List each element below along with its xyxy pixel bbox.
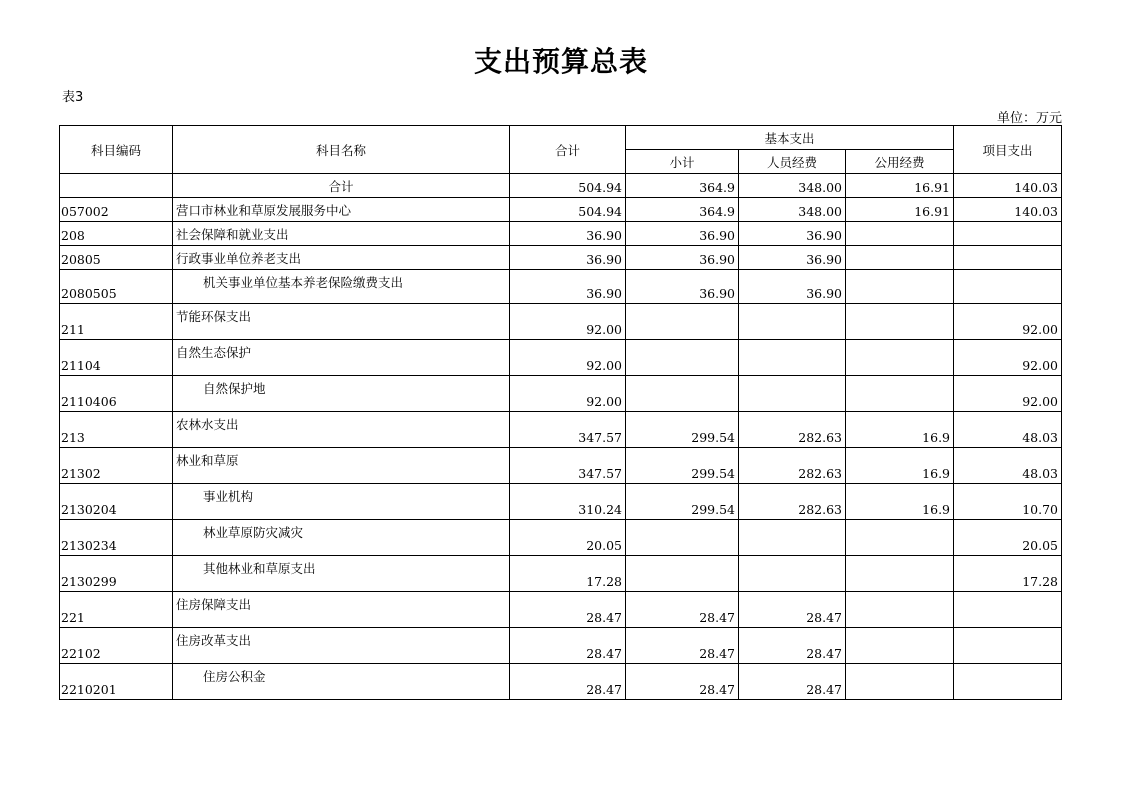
- public-cell: 16.91: [846, 174, 954, 198]
- project-cell: [954, 246, 1062, 270]
- subtotal-cell: [626, 304, 739, 340]
- name-cell: 住房保障支出: [173, 592, 510, 628]
- total-cell: 504.94: [510, 174, 626, 198]
- code-cell: 208: [60, 222, 173, 246]
- table-row: [60, 628, 1062, 664]
- header-name: 科目名称: [173, 126, 510, 174]
- project-cell: 92.00: [954, 376, 1062, 412]
- table-row: [60, 304, 1062, 340]
- project-cell: 92.00: [954, 304, 1062, 340]
- subtotal-cell: 364.9: [626, 174, 739, 198]
- total-cell: 17.28: [510, 556, 626, 592]
- personnel-cell: 28.47: [739, 628, 846, 664]
- public-cell: [846, 628, 954, 664]
- personnel-cell: [739, 304, 846, 340]
- total-cell: 36.90: [510, 222, 626, 246]
- table-row: [60, 520, 1062, 556]
- subtotal-cell: [626, 340, 739, 376]
- name-cell: 事业机构: [173, 484, 510, 520]
- header-personnel: 人员经费: [739, 150, 846, 174]
- table-number: 表3: [62, 90, 84, 105]
- subtotal-cell: 36.90: [626, 270, 739, 304]
- code-cell: 2110406: [60, 376, 173, 412]
- personnel-cell: 282.63: [739, 412, 846, 448]
- table-row: [60, 412, 1062, 448]
- total-cell: 28.47: [510, 664, 626, 700]
- subtotal-cell: 28.47: [626, 664, 739, 700]
- header-public: 公用经费: [846, 150, 954, 174]
- subtotal-cell: 36.90: [626, 222, 739, 246]
- name-cell: 林业草原防灾减灾: [173, 520, 510, 556]
- table-row: [60, 222, 1062, 246]
- subtotal-cell: 299.54: [626, 412, 739, 448]
- code-cell: 2210201: [60, 664, 173, 700]
- project-cell: [954, 270, 1062, 304]
- total-cell: 28.47: [510, 628, 626, 664]
- subtotal-cell: [626, 520, 739, 556]
- header-project: 项目支出: [954, 126, 1062, 174]
- public-cell: [846, 340, 954, 376]
- name-cell: 社会保障和就业支出: [173, 222, 510, 246]
- public-cell: [846, 556, 954, 592]
- project-cell: 48.03: [954, 412, 1062, 448]
- code-cell: 2130299: [60, 556, 173, 592]
- name-cell: 营口市林业和草原发展服务中心: [173, 198, 510, 222]
- public-cell: [846, 304, 954, 340]
- public-cell: [846, 246, 954, 270]
- code-cell: 2080505: [60, 270, 173, 304]
- public-cell: [846, 520, 954, 556]
- total-cell: 20.05: [510, 520, 626, 556]
- public-cell: 16.9: [846, 448, 954, 484]
- table-row: [60, 448, 1062, 484]
- code-cell: 211: [60, 304, 173, 340]
- total-cell: 347.57: [510, 448, 626, 484]
- public-cell: 16.91: [846, 198, 954, 222]
- table-row: [60, 174, 1062, 198]
- unit-label: 单位：万元: [996, 111, 1062, 126]
- name-cell: 自然生态保护: [173, 340, 510, 376]
- name-cell: 农林水支出: [173, 412, 510, 448]
- personnel-cell: [739, 376, 846, 412]
- subtotal-cell: 28.47: [626, 592, 739, 628]
- code-cell: 21104: [60, 340, 173, 376]
- total-cell: 504.94: [510, 198, 626, 222]
- header-code: 科目编码: [60, 126, 173, 174]
- personnel-cell: 36.90: [739, 222, 846, 246]
- name-cell: 行政事业单位养老支出: [173, 246, 510, 270]
- name-cell: 合计: [173, 174, 510, 198]
- public-cell: [846, 592, 954, 628]
- project-cell: [954, 222, 1062, 246]
- personnel-cell: 348.00: [739, 174, 846, 198]
- code-cell: 213: [60, 412, 173, 448]
- table-row: [60, 246, 1062, 270]
- subtotal-cell: [626, 376, 739, 412]
- code-cell: 057002: [60, 198, 173, 222]
- subtotal-cell: 36.90: [626, 246, 739, 270]
- code-cell: [60, 174, 173, 198]
- name-cell: 住房公积金: [173, 664, 510, 700]
- header-total: 合计: [510, 126, 626, 174]
- project-cell: 140.03: [954, 174, 1062, 198]
- code-cell: 2130234: [60, 520, 173, 556]
- total-cell: 92.00: [510, 340, 626, 376]
- total-cell: 36.90: [510, 270, 626, 304]
- table-row: [60, 484, 1062, 520]
- name-cell: 机关事业单位基本养老保险缴费支出: [173, 270, 510, 304]
- code-cell: 22102: [60, 628, 173, 664]
- project-cell: [954, 664, 1062, 700]
- project-cell: 140.03: [954, 198, 1062, 222]
- subtotal-cell: 299.54: [626, 448, 739, 484]
- personnel-cell: 36.90: [739, 270, 846, 304]
- total-cell: 92.00: [510, 304, 626, 340]
- page-title: 支出预算总表: [473, 45, 648, 78]
- project-cell: 17.28: [954, 556, 1062, 592]
- personnel-cell: [739, 520, 846, 556]
- subtotal-cell: 28.47: [626, 628, 739, 664]
- personnel-cell: 282.63: [739, 448, 846, 484]
- table-row: [60, 198, 1062, 222]
- project-cell: 92.00: [954, 340, 1062, 376]
- table-body: [60, 174, 1062, 700]
- table-row: [60, 592, 1062, 628]
- personnel-cell: 28.47: [739, 664, 846, 700]
- project-cell: 10.70: [954, 484, 1062, 520]
- public-cell: [846, 664, 954, 700]
- table-row: [60, 556, 1062, 592]
- personnel-cell: [739, 556, 846, 592]
- subtotal-cell: 299.54: [626, 484, 739, 520]
- table-row: [60, 270, 1062, 304]
- name-cell: 住房改革支出: [173, 628, 510, 664]
- public-cell: 16.9: [846, 484, 954, 520]
- name-cell: 其他林业和草原支出: [173, 556, 510, 592]
- name-cell: 林业和草原: [173, 448, 510, 484]
- name-cell: 节能环保支出: [173, 304, 510, 340]
- table-row: [60, 340, 1062, 376]
- public-cell: [846, 270, 954, 304]
- personnel-cell: [739, 340, 846, 376]
- project-cell: [954, 592, 1062, 628]
- code-cell: 20805: [60, 246, 173, 270]
- personnel-cell: 36.90: [739, 246, 846, 270]
- personnel-cell: 28.47: [739, 592, 846, 628]
- total-cell: 28.47: [510, 592, 626, 628]
- table-row: [60, 376, 1062, 412]
- code-cell: 2130204: [60, 484, 173, 520]
- project-cell: [954, 628, 1062, 664]
- total-cell: 36.90: [510, 246, 626, 270]
- public-cell: [846, 222, 954, 246]
- name-cell: 自然保护地: [173, 376, 510, 412]
- project-cell: 48.03: [954, 448, 1062, 484]
- header-basic: 基本支出: [626, 126, 954, 150]
- subtotal-cell: [626, 556, 739, 592]
- table-row: [60, 664, 1062, 700]
- total-cell: 92.00: [510, 376, 626, 412]
- total-cell: 347.57: [510, 412, 626, 448]
- public-cell: [846, 376, 954, 412]
- code-cell: 221: [60, 592, 173, 628]
- code-cell: 21302: [60, 448, 173, 484]
- total-cell: 310.24: [510, 484, 626, 520]
- subtotal-cell: 364.9: [626, 198, 739, 222]
- personnel-cell: 348.00: [739, 198, 846, 222]
- project-cell: 20.05: [954, 520, 1062, 556]
- public-cell: 16.9: [846, 412, 954, 448]
- budget-table: [59, 125, 1062, 700]
- header-subtotal: 小计: [626, 150, 739, 174]
- personnel-cell: 282.63: [739, 484, 846, 520]
